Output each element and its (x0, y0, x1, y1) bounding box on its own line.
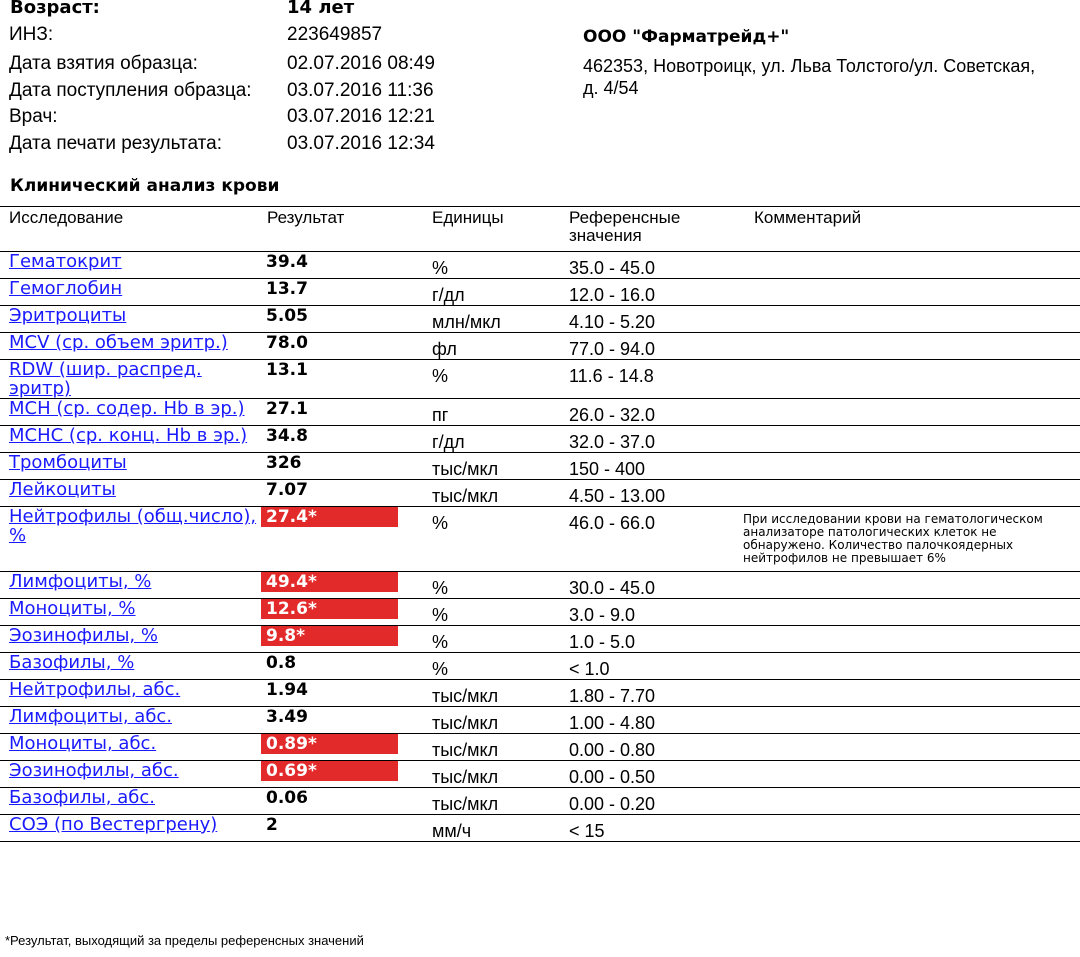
table-row (0, 333, 1080, 360)
unit-cell: % (432, 572, 569, 599)
result-cell (261, 680, 432, 707)
doctor-value: 03.07.2016 12:21 (287, 106, 435, 127)
table-row (0, 788, 1080, 815)
unit-cell: г/дл (432, 279, 569, 306)
test-name-link[interactable]: MCV (ср. объем эритр.) (0, 333, 261, 360)
reference-cell: 1.00 - 4.80 (569, 707, 743, 734)
inz-label: ИНЗ: (9, 24, 54, 45)
unit-cell: тыс/мкл (432, 480, 569, 507)
result-value-flagged: 0.89* (261, 734, 398, 754)
result-value-flagged: 49.4* (261, 572, 398, 592)
comment-cell: При исследовании крови на гематологическом анализаторе патологических клеток не обнаружено. Количество палочкоядерных нейтрофилов не превышает 6% (743, 507, 1080, 572)
result-value-flagged: 9.8* (261, 626, 398, 646)
result-cell (261, 453, 432, 480)
unit-cell: тыс/мкл (432, 453, 569, 480)
result-cell (261, 507, 432, 572)
comment-cell (743, 599, 1080, 626)
reference-cell: 0.00 - 0.20 (569, 788, 743, 815)
inz-value: 223649857 (287, 24, 383, 45)
comment-cell (743, 815, 1080, 842)
table-row (0, 680, 1080, 707)
table-row (0, 507, 1080, 572)
reference-cell: 0.00 - 0.80 (569, 734, 743, 761)
comment-cell (743, 761, 1080, 788)
result-cell (261, 333, 432, 360)
result-cell (261, 788, 432, 815)
result-value: 39.4 (266, 252, 308, 272)
result-cell (261, 572, 432, 599)
reference-cell: 32.0 - 37.0 (569, 426, 743, 453)
result-value: 1.94 (266, 680, 308, 700)
unit-cell: % (432, 626, 569, 653)
result-value: 13.7 (266, 279, 308, 299)
table-row (0, 572, 1080, 599)
comment-cell (743, 734, 1080, 761)
lab-name: ООО "Фарматрейд+" (583, 27, 790, 47)
result-cell (261, 626, 432, 653)
result-cell (261, 599, 432, 626)
comment-cell (743, 572, 1080, 599)
unit-cell: тыс/мкл (432, 788, 569, 815)
test-name-link[interactable]: Тромбоциты (0, 453, 261, 480)
result-value: 13.1 (266, 360, 308, 380)
section-title: Клинический анализ крови (10, 176, 280, 196)
result-value: 3.49 (266, 707, 308, 727)
table-row (0, 480, 1080, 507)
result-value-flagged: 12.6* (261, 599, 398, 619)
result-value: 34.8 (266, 426, 308, 446)
table-row (0, 626, 1080, 653)
reference-cell: 3.0 - 9.0 (569, 599, 743, 626)
test-name-link[interactable]: Эритроциты (0, 306, 261, 333)
result-cell (261, 815, 432, 842)
comment-cell (743, 333, 1080, 360)
result-cell (261, 399, 432, 426)
result-value: 5.05 (266, 306, 308, 326)
test-name-link[interactable]: Моноциты, абс. (0, 734, 261, 761)
test-name-link[interactable]: RDW (шир. распред. эритр) (0, 360, 261, 399)
age-value: 14 лет (287, 0, 355, 18)
reference-cell: 150 - 400 (569, 453, 743, 480)
test-name-link[interactable]: MCHC (ср. конц. Hb в эр.) (0, 426, 261, 453)
column-header-reference: Референсные значения (569, 207, 743, 252)
reference-cell: 11.6 - 14.8 (569, 360, 743, 399)
unit-cell: фл (432, 333, 569, 360)
table-row (0, 653, 1080, 680)
unit-cell: тыс/мкл (432, 707, 569, 734)
result-cell (261, 426, 432, 453)
result-value-flagged: 0.69* (261, 761, 398, 781)
result-cell (261, 761, 432, 788)
result-value-flagged: 27.4* (261, 507, 398, 527)
table-row (0, 761, 1080, 788)
sample-received-value: 03.07.2016 11:36 (287, 80, 434, 101)
results-table (0, 206, 1080, 842)
table-row (0, 707, 1080, 734)
test-name-link[interactable]: MCH (ср. содер. Hb в эр.) (0, 399, 261, 426)
unit-cell: мм/ч (432, 815, 569, 842)
reference-cell: < 1.0 (569, 653, 743, 680)
test-name-link[interactable]: Эозинофилы, абс. (0, 761, 261, 788)
column-header-units: Единицы (432, 207, 569, 252)
test-name-link[interactable]: Эозинофилы, % (0, 626, 261, 653)
reference-cell: < 15 (569, 815, 743, 842)
unit-cell: пг (432, 399, 569, 426)
table-row (0, 399, 1080, 426)
comment-cell (743, 707, 1080, 734)
doctor-label: Врач: (9, 106, 58, 127)
sample-taken-value: 02.07.2016 08:49 (287, 53, 435, 74)
comment-cell (743, 360, 1080, 399)
result-value: 0.06 (266, 788, 308, 808)
reference-cell: 0.00 - 0.50 (569, 761, 743, 788)
column-header-result: Результат (261, 207, 432, 252)
comment-cell (743, 653, 1080, 680)
unit-cell: г/дл (432, 426, 569, 453)
result-cell (261, 480, 432, 507)
comment-cell (743, 453, 1080, 480)
sample-taken-label: Дата взятия образца: (9, 53, 198, 74)
lab-address-line1: 462353, Новотроицк, ул. Льва Толстого/ул. Советская, (583, 56, 1036, 76)
unit-cell: % (432, 360, 569, 399)
reference-cell: 1.0 - 5.0 (569, 626, 743, 653)
test-name-link[interactable]: Базофилы, абс. (0, 788, 261, 815)
test-name-link[interactable]: Лимфоциты, % (0, 572, 261, 599)
results-header-row (0, 207, 1080, 252)
result-value: 78.0 (266, 333, 308, 353)
test-name-link[interactable]: Гематокрит (0, 252, 261, 279)
column-header-test: Исследование (0, 207, 261, 252)
comment-cell (743, 306, 1080, 333)
test-name-link[interactable]: Лимфоциты, абс. (0, 707, 261, 734)
test-name-link[interactable]: Нейтрофилы, абс. (0, 680, 261, 707)
result-cell (261, 360, 432, 399)
comment-cell (743, 480, 1080, 507)
reference-cell: 77.0 - 94.0 (569, 333, 743, 360)
comment-cell (743, 426, 1080, 453)
reference-cell: 4.10 - 5.20 (569, 306, 743, 333)
table-row (0, 306, 1080, 333)
reference-cell: 26.0 - 32.0 (569, 399, 743, 426)
unit-cell: тыс/мкл (432, 761, 569, 788)
unit-cell: % (432, 252, 569, 279)
reference-cell: 30.0 - 45.0 (569, 572, 743, 599)
comment-cell (743, 680, 1080, 707)
comment-cell (743, 626, 1080, 653)
table-row (0, 599, 1080, 626)
unit-cell: % (432, 653, 569, 680)
unit-cell: % (432, 599, 569, 626)
unit-cell: тыс/мкл (432, 680, 569, 707)
comment-cell (743, 279, 1080, 306)
sample-received-label: Дата поступления образца: (9, 80, 252, 101)
footnote: *Результат, выходящий за пределы референсных значений (5, 933, 364, 948)
result-cell (261, 653, 432, 680)
unit-cell: % (432, 507, 569, 572)
reference-cell: 46.0 - 66.0 (569, 507, 743, 572)
print-date-value: 03.07.2016 12:34 (287, 133, 435, 154)
test-name-link[interactable]: Базофилы, % (0, 653, 261, 680)
column-header-comment: Комментарий (743, 207, 1080, 252)
reference-cell: 4.50 - 13.00 (569, 480, 743, 507)
result-value: 0.8 (266, 653, 297, 673)
table-row (0, 360, 1080, 399)
comment-cell (743, 252, 1080, 279)
test-name-link[interactable]: Нейтрофилы (общ.число), % (0, 507, 261, 572)
unit-cell: тыс/мкл (432, 734, 569, 761)
result-value: 2 (266, 815, 278, 835)
reference-cell: 35.0 - 45.0 (569, 252, 743, 279)
reference-cell: 12.0 - 16.0 (569, 279, 743, 306)
result-cell (261, 252, 432, 279)
print-date-label: Дата печати результата: (9, 133, 222, 154)
test-name-link[interactable]: СОЭ (по Вестергрену) (0, 815, 261, 842)
result-cell (261, 707, 432, 734)
table-row (0, 279, 1080, 306)
result-value: 27.1 (266, 399, 308, 419)
comment-cell (743, 399, 1080, 426)
lab-address-line2: д. 4/54 (583, 78, 639, 98)
comment-cell (743, 788, 1080, 815)
test-name-link[interactable]: Гемоглобин (0, 279, 261, 306)
result-value: 7.07 (266, 480, 308, 500)
table-row (0, 453, 1080, 480)
table-row (0, 815, 1080, 842)
result-cell (261, 734, 432, 761)
table-row (0, 734, 1080, 761)
age-label: Возраст: (10, 0, 100, 18)
result-cell (261, 306, 432, 333)
reference-cell: 1.80 - 7.70 (569, 680, 743, 707)
unit-cell: млн/мкл (432, 306, 569, 333)
table-row (0, 426, 1080, 453)
table-row (0, 252, 1080, 279)
test-name-link[interactable]: Моноциты, % (0, 599, 261, 626)
result-value: 326 (266, 453, 302, 473)
test-name-link[interactable]: Лейкоциты (0, 480, 261, 507)
result-cell (261, 279, 432, 306)
